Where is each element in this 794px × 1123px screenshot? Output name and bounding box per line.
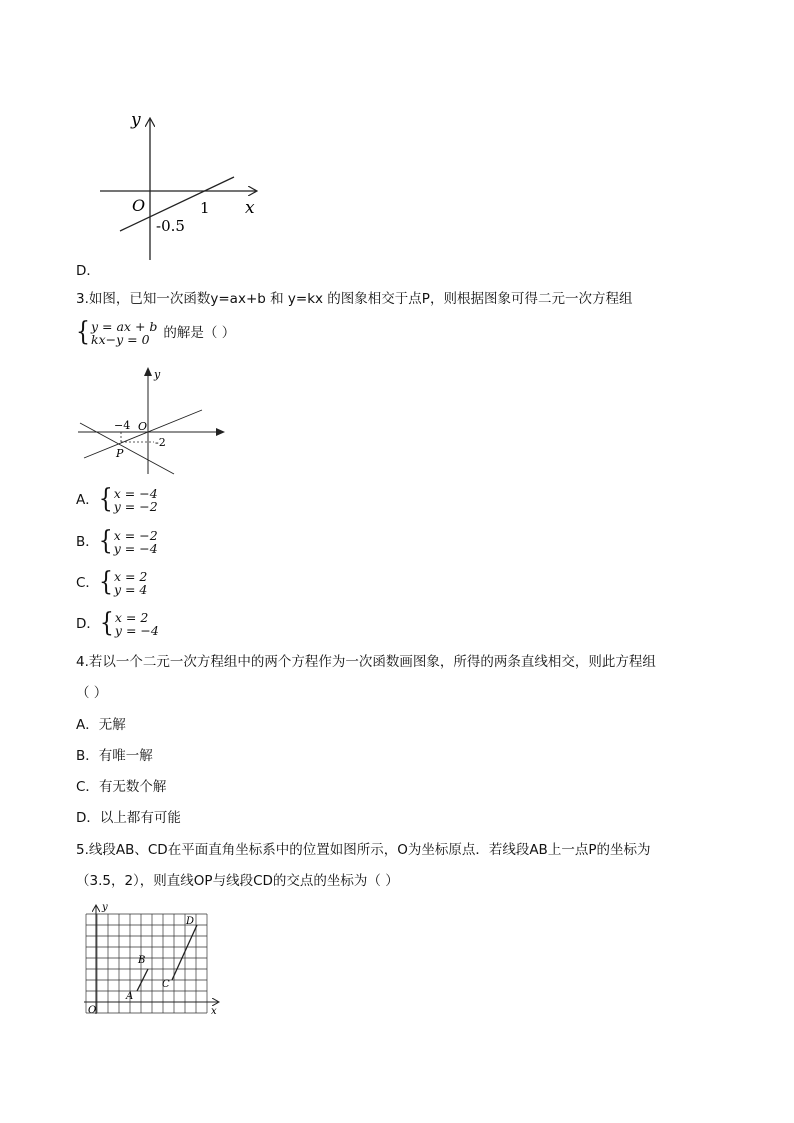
option-eq-1: x = 2 bbox=[113, 569, 148, 584]
x-value-label: −4 bbox=[114, 419, 131, 432]
y-axis-label: y bbox=[131, 110, 141, 130]
q3-equation-system bbox=[76, 317, 236, 348]
q4-stem-line-1: 4.若以一个二元一次方程组中的两个方程作为一次函数画图象，所得的两条直线相交，则此方程组 bbox=[76, 654, 656, 670]
q3-option-b[interactable] bbox=[76, 526, 158, 557]
option-eq-2: y = −4 bbox=[113, 541, 158, 556]
origin-label: O bbox=[132, 196, 146, 215]
q2-option-d-graph bbox=[90, 105, 270, 270]
q2-option-d-label: D． bbox=[76, 263, 100, 279]
option-text: 无解 bbox=[98, 717, 126, 733]
option-text: 以上都有可能 bbox=[99, 810, 181, 826]
system-eq-1: y = ax + b bbox=[91, 319, 158, 334]
y-value-label: -2 bbox=[155, 436, 166, 449]
x-axis-label: x bbox=[245, 198, 255, 218]
origin-label: O bbox=[88, 1005, 97, 1016]
q3-option-c[interactable] bbox=[76, 567, 148, 598]
option-label: D． bbox=[76, 810, 100, 826]
option-eq-1: x = −2 bbox=[113, 528, 158, 543]
y-axis-label: y bbox=[102, 902, 108, 913]
q5-grid-graph bbox=[76, 900, 226, 1020]
brace-symbol: { bbox=[76, 317, 90, 348]
q5-stem-line-2: （3.5，2），则直线OP与线段CD的交点的坐标为（ ） bbox=[76, 873, 399, 889]
brace-symbol: { bbox=[99, 608, 114, 639]
option-label: A． bbox=[76, 717, 99, 733]
brace-symbol: { bbox=[98, 526, 113, 557]
option-eq-1: x = −4 bbox=[113, 486, 158, 501]
q3-option-d[interactable] bbox=[76, 608, 159, 639]
q3-stem-tail: 的解是（ ） bbox=[163, 325, 236, 341]
point-c-label: C bbox=[162, 979, 170, 990]
option-label: B． bbox=[76, 534, 99, 550]
q3-stem: 3.如图，已知一次函数y=ax+b 和 y=kx 的图象相交于点P，则根据图象可得二元一次方程组 bbox=[76, 291, 633, 307]
option-label: C． bbox=[76, 779, 99, 795]
option-eq-2: y = 4 bbox=[113, 582, 148, 597]
q4-option-c[interactable] bbox=[76, 778, 166, 796]
y-axis-label: y bbox=[154, 368, 161, 381]
system-eq-2: kx−y = 0 bbox=[91, 332, 150, 347]
brace-symbol: { bbox=[98, 567, 113, 598]
q3-option-a[interactable] bbox=[76, 484, 158, 515]
option-eq-2: y = −4 bbox=[114, 623, 159, 638]
point-a-label: A bbox=[126, 991, 134, 1002]
point-p-label: P bbox=[116, 447, 124, 460]
y-intercept-label: -0.5 bbox=[156, 217, 185, 235]
option-label: C． bbox=[76, 575, 99, 591]
grid-lines bbox=[86, 914, 207, 1013]
option-eq-2: y = −2 bbox=[113, 499, 158, 514]
q4-option-a[interactable] bbox=[76, 716, 126, 734]
q4-stem-line-2: （ ） bbox=[76, 685, 108, 701]
option-text: 有唯一解 bbox=[98, 748, 153, 764]
option-label: D． bbox=[76, 616, 100, 632]
option-text: 有无数个解 bbox=[98, 779, 167, 795]
brace-symbol: { bbox=[98, 484, 113, 515]
q5-stem-line-1: 5.线段AB、CD在平面直角坐标系中的位置如图所示，O为坐标原点．若线段AB上一点P的坐标为 bbox=[76, 842, 651, 858]
q4-option-b[interactable] bbox=[76, 747, 153, 765]
option-label: A． bbox=[76, 492, 99, 508]
option-label: B． bbox=[76, 748, 99, 764]
x-axis-label: x bbox=[211, 1006, 217, 1017]
line-y-ax-b bbox=[84, 410, 202, 458]
option-eq-1: x = 2 bbox=[114, 610, 149, 625]
q3-graph bbox=[74, 362, 234, 478]
point-d-label: D bbox=[186, 916, 195, 927]
segment-cd bbox=[172, 925, 197, 980]
origin-label: O bbox=[138, 420, 148, 433]
x-intercept-label: 1 bbox=[200, 199, 210, 217]
point-b-label: B bbox=[138, 955, 146, 966]
q4-option-d[interactable] bbox=[76, 809, 181, 827]
